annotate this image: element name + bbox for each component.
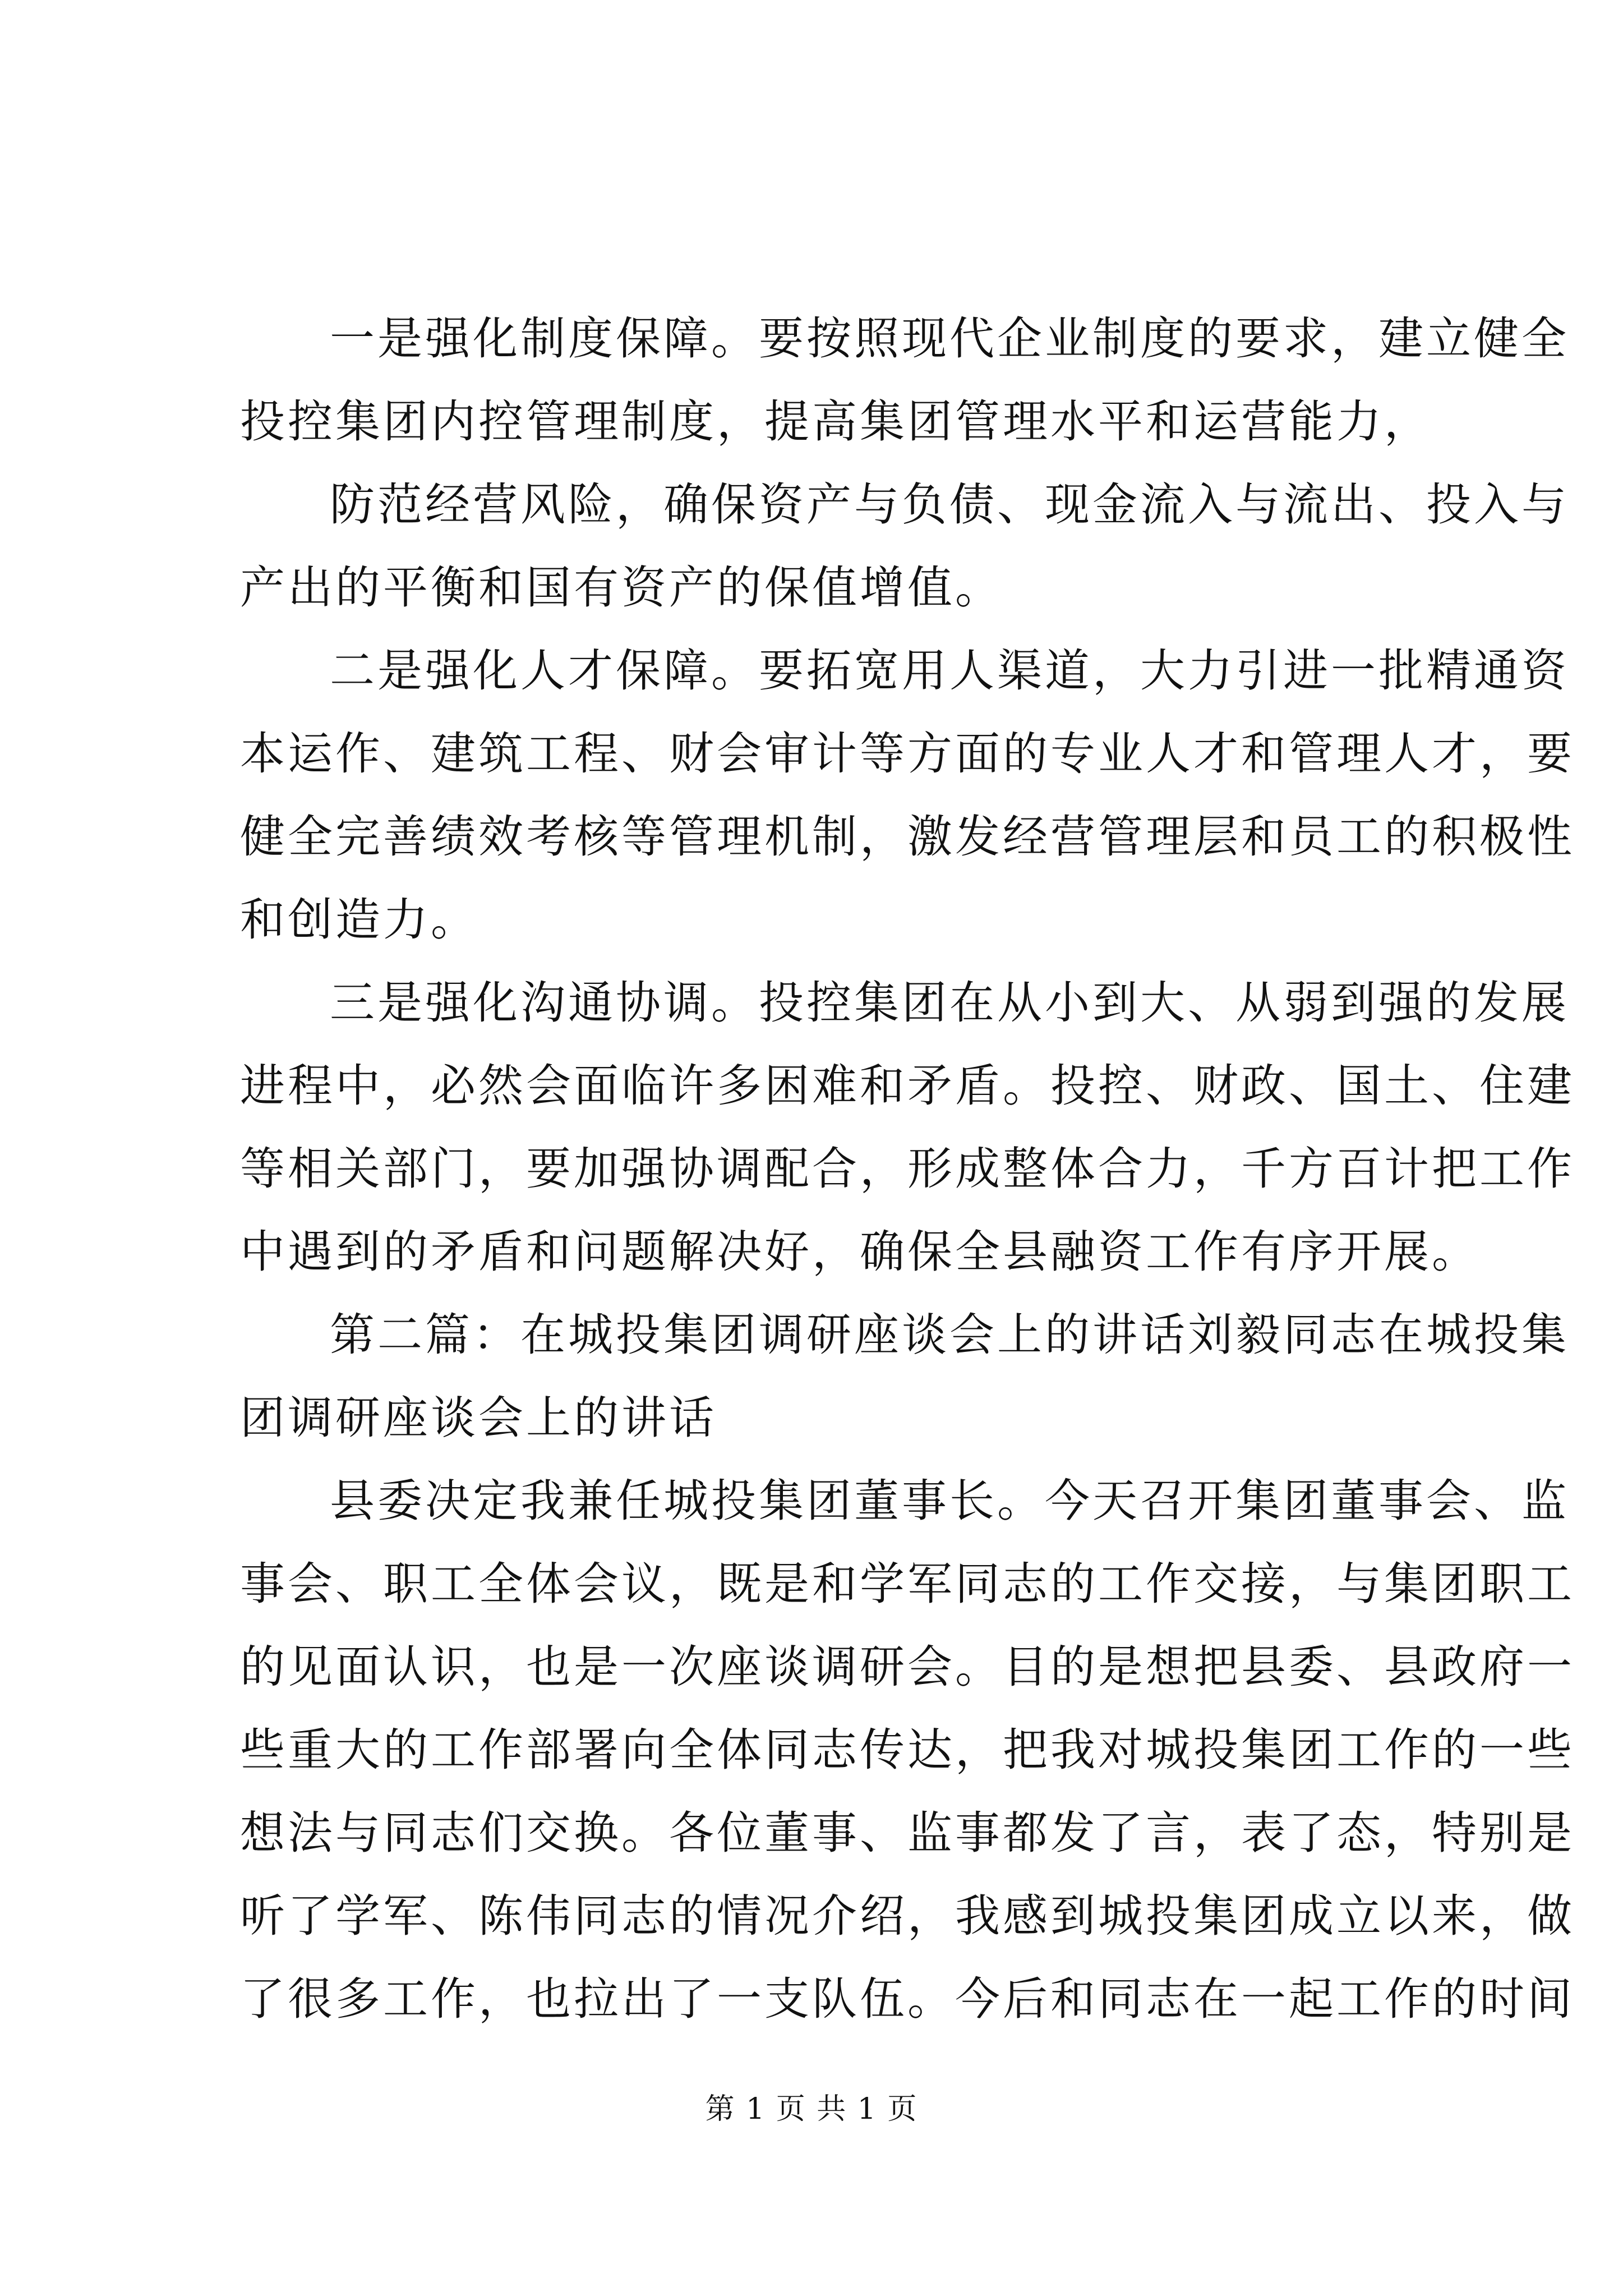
text-line: 第二篇：在城投集团调研座谈会上的讲话刘毅同志在城投集 [330, 1309, 1569, 1361]
text-line: 和创造力。 [240, 894, 478, 946]
document-body [240, 297, 1575, 2041]
text-line: 二是强化人才保障。要拓宽用人渠道，大力引进一批精通资 [330, 645, 1569, 697]
text-line: 一是强化制度保障。要按照现代企业制度的要求，建立健全 [330, 312, 1569, 365]
text-line: 事会、职工全体会议，既是和学军同志的工作交接，与集团职工 [240, 1558, 1575, 1610]
text-line: 了很多工作，也拉出了一支队伍。今后和同志在一起工作的时间 [240, 1973, 1575, 2025]
text-line: 健全完善绩效考核等管理机制，激发经营管理层和员工的积极性 [240, 811, 1575, 863]
text-line: 团调研座谈会上的讲话 [240, 1392, 717, 1444]
page-footer: 第 1 页 共 1 页 [705, 2092, 918, 2126]
text-line: 想法与同志们交换。各位董事、监事都发了言，表了态，特别是 [240, 1807, 1575, 1859]
text-line: 投控集团内控管理制度，提高集团管理水平和运营能力， [240, 395, 1432, 448]
text-line: 些重大的工作部署向全体同志传达，把我对城投集团工作的一些 [240, 1724, 1575, 1776]
text-line: 防范经营风险，确保资产与负债、现金流入与流出、投入与 [330, 478, 1569, 531]
text-line: 的见面认识，也是一次座谈调研会。目的是想把县委、县政府一 [240, 1641, 1575, 1693]
text-line: 等相关部门，要加强协调配合，形成整体合力，千方百计把工作 [240, 1143, 1575, 1195]
text-line: 进程中，必然会面临许多困难和矛盾。投控、财政、国土、住建 [240, 1060, 1575, 1112]
text-line: 听了学军、陈伟同志的情况介绍，我感到城投集团成立以来，做 [240, 1890, 1575, 1942]
text-line: 三是强化沟通协调。投控集团在从小到大、从弱到强的发展 [330, 977, 1569, 1029]
text-line: 本运作、建筑工程、财会审计等方面的专业人才和管理人才，要 [240, 728, 1575, 780]
text-line: 县委决定我兼任城投集团董事长。今天召开集团董事会、监 [330, 1475, 1569, 1527]
text-line: 产出的平衡和国有资产的保值增值。 [240, 562, 1003, 614]
text-line: 中遇到的矛盾和问题解决好，确保全县融资工作有序开展。 [240, 1226, 1479, 1278]
